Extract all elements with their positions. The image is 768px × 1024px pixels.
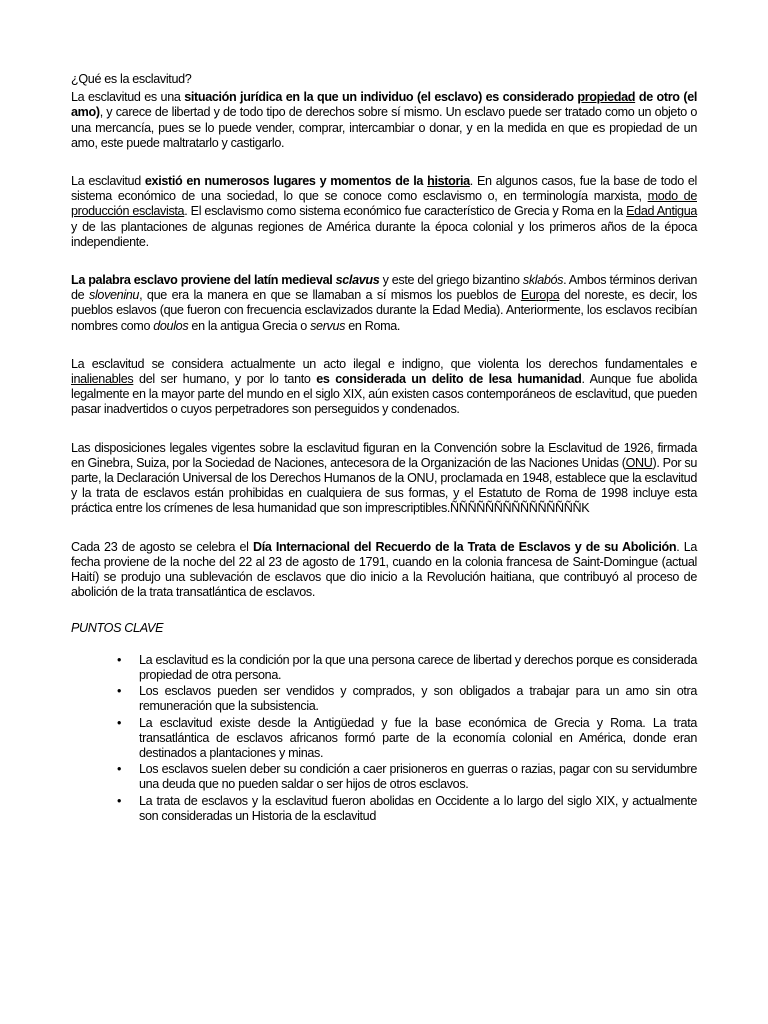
link-edad-antigua[interactable]: Edad Antigua xyxy=(626,204,697,219)
list-item: • La esclavitud es la condición por la que una persona carece de libertad y derechos porque es considerada propiedad de otra persona. xyxy=(139,653,697,683)
text-run: . En algunos casos, fue la base de todo el sistema económico de una sociedad, lo que se conoce como esclavismo o, en terminología marxista, xyxy=(71,174,697,204)
text-run: Las disposiciones legales vigentes sobre la esclavitud figuran en la Convención sobre la Esclavitud de 1926, firmada en Ginebra, Suiza, por la Sociedad de Naciones, antecesora de la Organización de las Naciones Unidas ( xyxy=(71,440,697,470)
italic-run: sclavus xyxy=(335,273,380,288)
key-points-list xyxy=(71,653,697,824)
text-run: del noreste, es decir, los pueblos eslavos (que fueron con frecuencia esclavizados durante la Edad Media). Anteriormente, los esclavos recibían nombres como xyxy=(71,288,697,333)
text-run: La esclavitud se considera actualmente un acto ilegal e indigno, que violenta los derechos fundamentales e xyxy=(71,356,697,371)
paragraph-remembrance-day xyxy=(71,540,697,601)
text-run: del ser humano, y por lo tanto xyxy=(133,372,317,387)
bold-run: situación jurídica en la que un individuo (el esclavo) es considerado xyxy=(184,90,578,105)
italic-run: sklabós xyxy=(522,273,564,288)
text-run: , que era la manera en que se llamaban a sí mismos los pueblos de xyxy=(139,288,521,303)
text-run: . La fecha proviene de la noche del 22 al 23 de agosto de 1791, cuando en la colonia francesa de Saint-Domingue (actual Haití) se produjo una sublevación de esclavos que dio inicio a la Revolución haitiana, que contribuyó al proceso de abolición de la trata transatlántica de esclavos. xyxy=(71,539,697,600)
italic-run: doulos xyxy=(153,318,189,333)
bold-run: de otro (el amo) xyxy=(71,90,697,120)
text-run: en Roma. xyxy=(345,318,401,333)
paragraph-illegality xyxy=(71,357,697,418)
text-run: , y carece de libertad y de todo tipo de derechos sobre sí mismo. Un esclavo puede ser tratado como un objeto o una mercancía, pues se lo puede vender, comprar, intercambiar o donar, y en la medida en que es propiedad de un amo, este puede maltratarlo y castigarlo. xyxy=(71,105,697,150)
paragraph-definition xyxy=(71,90,697,151)
link-propiedad[interactable]: propiedad xyxy=(577,90,636,105)
link-inalienables[interactable]: inalienables xyxy=(71,372,134,387)
paragraph-legal xyxy=(71,441,697,517)
list-item: • La trata de esclavos y la esclavitud fueron abolidas en Occidente a lo largo del siglo XIX, y actualmente son consideradas un Historia de la esclavitud xyxy=(139,794,697,824)
bold-run: es considerada un delito de lesa humanidad xyxy=(316,372,582,387)
bold-run: Día Internacional del Recuerdo de la Trata de Esclavos y de su Abolición xyxy=(252,539,677,554)
key-points-heading: PUNTOS CLAVE xyxy=(71,621,164,636)
list-item: • Los esclavos pueden ser vendidos y comprados, y son obligados a trabajar para un amo sin otra remuneración que la subsistencia. xyxy=(139,684,697,714)
list-item: • Los esclavos suelen deber su condición a caer prisioneros en guerras o razias, pagar con su servidumbre una deuda que no pueden saldar o ser hijos de otros esclavos. xyxy=(139,762,697,792)
text-run: Cada 23 de agosto se celebra el xyxy=(71,539,253,554)
text-run: La esclavitud xyxy=(71,174,145,189)
link-europa[interactable]: Europa xyxy=(520,288,560,303)
list-item: • La esclavitud existe desde la Antigüedad y fue la base económica de Grecia y Roma. La trata transatlántica de esclavos africanos formó parte de la economía colonial en América, donde eran destinados a plantaciones y minas. xyxy=(139,716,697,762)
text-run: en la antigua Grecia o xyxy=(188,318,311,333)
link-modo-de-produccion[interactable]: modo de producción esclavista xyxy=(71,189,697,219)
paragraph-history xyxy=(71,174,697,250)
text-run: y de las plantaciones de algunas regiones de América durante la época colonial y los primeros años de la época independiente. xyxy=(71,219,697,249)
text-run: . Ambos términos derivan de xyxy=(71,273,697,303)
link-onu[interactable]: ONU xyxy=(625,455,653,470)
text-run: La esclavitud es una xyxy=(71,90,185,105)
bold-run: existió en numerosos lugares y momentos de la xyxy=(144,174,428,189)
link-historia[interactable]: historia xyxy=(427,174,470,189)
italic-run: sloveninu xyxy=(89,288,140,303)
document-title: ¿Qué es la esclavitud? xyxy=(71,72,192,86)
text-run: ). Por su parte, la Declaración Universal de los Derechos Humanos de la ONU, proclamada en 1948, establece que la esclavitud y la trata de esclavos están prohibidas en cualquiera de sus formas, y el Estatuto de Roma de 1998 incluye esta práctica entre los crímenes de lesa humanidad que son imprescriptibles.ÑÑÑÑÑÑÑÑÑÑÑÑÑÑÑK xyxy=(71,455,697,516)
italic-run: servus xyxy=(310,318,346,333)
text-run: y este del griego bizantino xyxy=(379,273,523,288)
paragraph-etymology xyxy=(71,273,697,334)
bold-run: La palabra esclavo proviene del latín medieval xyxy=(71,273,336,288)
text-run: . El esclavismo como sistema económico fue característico de Grecia y Roma en la xyxy=(184,204,627,219)
text-run: . Aunque fue abolida legalmente en la mayor parte del mundo en el siglo XIX, aún existen casos contemporáneos de esclavitud, que pueden pasar inadvertidos o cuyos perpetradores son perseguidos y condenados. xyxy=(71,372,697,417)
